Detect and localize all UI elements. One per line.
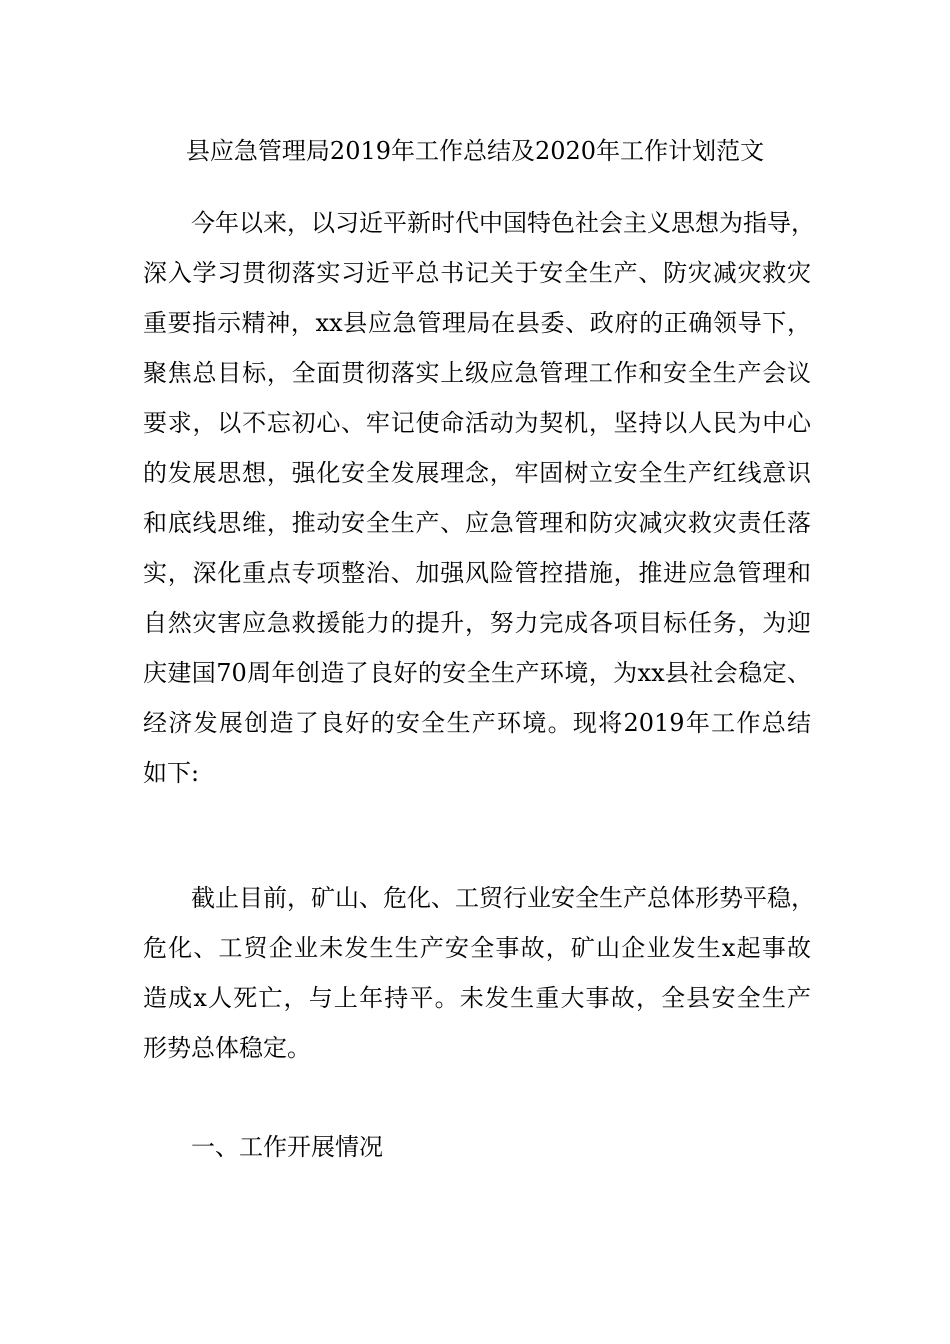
paragraph-line: 实，深化重点专项整治、加强风险管控措施，推进应急管理和 (143, 559, 811, 587)
paragraph-line: 要求，以不忘初心、牢记使命活动为契机，坚持以人民为中心 (143, 409, 811, 437)
section-heading: 一、工作开展情况 (191, 1133, 383, 1161)
document-title: 县应急管理局2019年工作总结及2020年工作计划范文 (185, 137, 765, 165)
paragraph-line: 如下: (143, 759, 200, 787)
paragraph-intro (143, 198, 815, 798)
paragraph-line: 庆建国70周年创造了良好的安全生产环境，为xx县社会稳定、 (143, 659, 811, 687)
paragraph-safety-status (143, 873, 815, 1073)
paragraph-line: 危化、工贸企业未发生生产安全事故，矿山企业发生x起事故 (143, 934, 811, 962)
paragraph-line: 自然灾害应急救援能力的提升，努力完成各项目标任务，为迎 (143, 609, 811, 637)
paragraph-line: 聚焦总目标，全面贯彻落实上级应急管理工作和安全生产会议 (143, 359, 811, 387)
paragraph-line: 截止目前，矿山、危化、工贸行业安全生产总体形势平稳， (191, 884, 815, 912)
paragraph-line: 形势总体稳定。 (143, 1034, 311, 1062)
paragraph-line: 造成x人死亡，与上年持平。未发生重大事故，全县安全生产 (143, 984, 811, 1012)
paragraph-line: 的发展思想，强化安全发展理念，牢固树立安全生产红线意识 (143, 459, 811, 487)
paragraph-line: 重要指示精神，xx县应急管理局在县委、政府的正确领导下， (143, 309, 811, 337)
paragraph-line: 经济发展创造了良好的安全生产环境。现将2019年工作总结 (143, 709, 811, 737)
paragraph-line: 今年以来，以习近平新时代中国特色社会主义思想为指导， (191, 209, 815, 237)
paragraph-line: 深入学习贯彻落实习近平总书记关于安全生产、防灾减灾救灾 (143, 259, 811, 287)
paragraph-line: 和底线思维，推动安全生产、应急管理和防灾减灾救灾责任落 (143, 509, 811, 537)
